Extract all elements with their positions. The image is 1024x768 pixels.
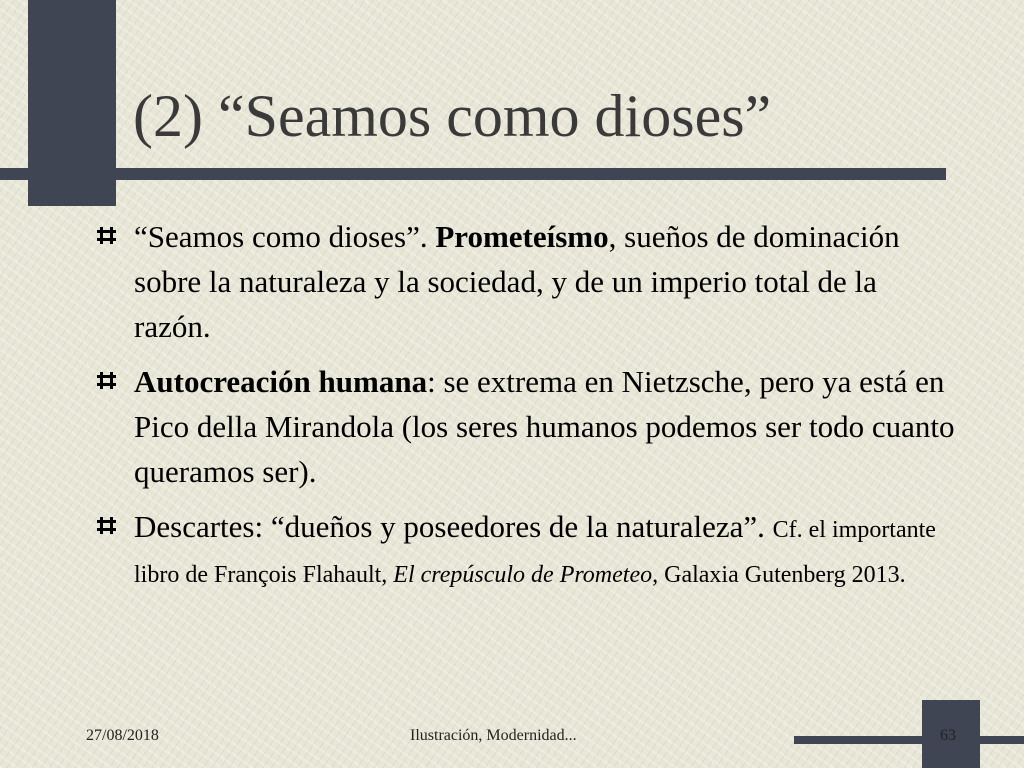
hash-bullet-icon: [100, 372, 113, 389]
bullet-bold-term: Prometeísmo: [435, 219, 609, 254]
bullet-bold-term: Autocreación humana: [134, 364, 428, 399]
bullet-item-prometeismo: [96, 214, 956, 349]
footer-page-number: 63: [940, 727, 956, 744]
footer-center-text: Ilustración, Modernidad...: [410, 727, 577, 744]
bullet-reference-text: Cf. el importante libro de François Flahault,: [134, 517, 936, 588]
bullet-text: Descartes: “dueños y poseedores de la naturaleza”.: [134, 509, 773, 544]
slide-title: (2) “Seamos como dioses”: [133, 83, 772, 149]
hash-bullet-icon: [100, 227, 113, 244]
bullet-text: “Seamos como dioses”.: [134, 219, 436, 254]
footer-line-bar: [794, 736, 1024, 744]
slide-content: [96, 214, 956, 604]
bullet-item-descartes: [96, 504, 956, 594]
footer-date: 27/08/2018: [86, 727, 159, 744]
bullet-item-autocreacion: [96, 359, 956, 494]
bullet-text: : se extrema en Nietzsche, pero ya está en Pico della Mirandola (los seres humanos podemos ser todo cuanto queramos ser).: [134, 364, 955, 489]
book-title: El crepúsculo de Prometeo,: [393, 562, 659, 588]
title-underline-bar: [0, 168, 946, 180]
hash-bullet-icon: [100, 517, 113, 534]
bullet-text: , sueños de dominación sobre la naturaleza y la sociedad, y de un imperio total de la razón.: [134, 219, 900, 344]
bullet-reference-text: Galaxia Gutenberg 2013.: [658, 562, 906, 588]
